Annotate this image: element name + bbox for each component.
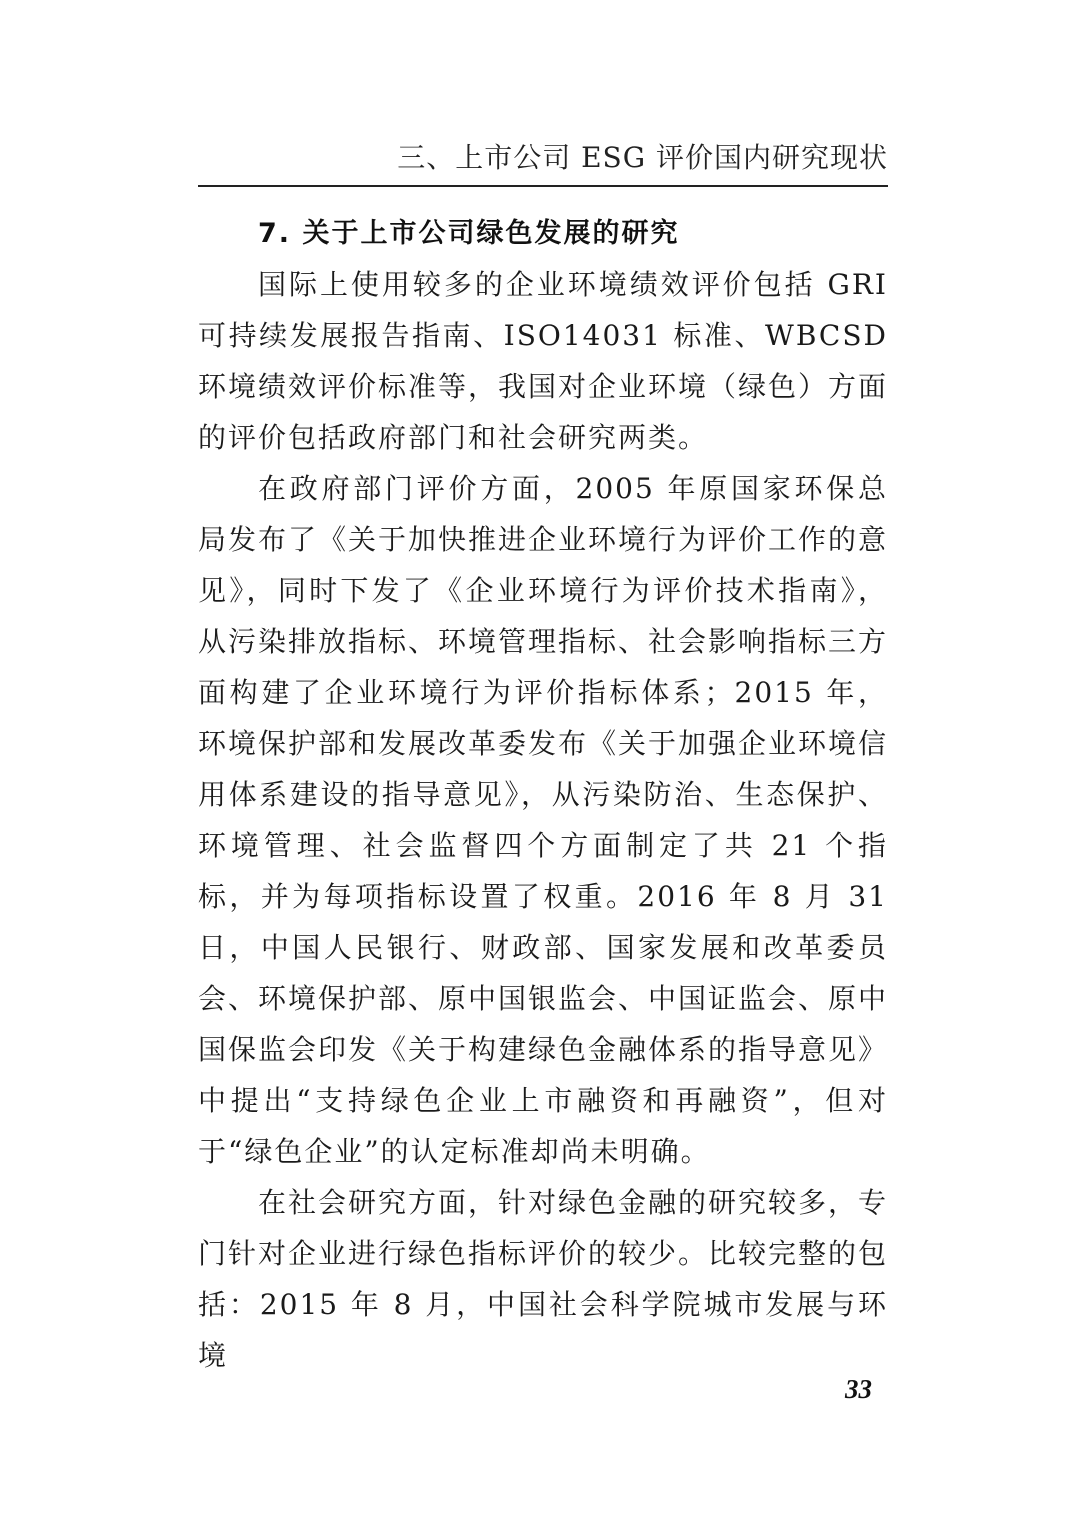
paragraph-social-research: 在社会研究方面，针对绿色金融的研究较多，专门针对企业进行绿色指标评价的较少。比较完整的包括：2015 年 8 月，中国社会科学院城市发展与环境 [198, 1186, 889, 1372]
running-header: 三、上市公司 ESG 评价国内研究现状 [397, 141, 888, 174]
page-body [198, 208, 888, 1381]
page-number: 33 [845, 1374, 872, 1404]
section-heading: 7. 关于上市公司绿色发展的研究 [258, 218, 680, 249]
paragraph-intro: 国际上使用较多的企业环境绩效评价包括 GRI 可持续发展报告指南、ISO14031 标准、WBCSD 环境绩效评价标准等，我国对企业环境（绿色）方面的评价包括政府部门和社会研究两类。 [198, 268, 889, 454]
paragraph-government-evaluation: 在政府部门评价方面，2005 年原国家环保总局发布了《关于加快推进企业环境行为评价工作的意见》，同时下发了《企业环境行为评价技术指南》，从污染排放指标、环境管理指标、社会影响指标三方面构建了企业环境行为评价指标体系；2015 年，环境保护部和发展改革委发布《关于加强企业环境信用体系建设的指导意见》，从污染防治、生态保护、环境管理、社会监督四个方面制定了共 21 个指标，并为每项指标设置了权重。2016 年 8 月 31 日，中国人民银行、财政部、国家发展和改革委员会、环境保护部、原中国银监会、中国证监会、原中国保监会印发《关于构建绿色金融体系的指导意见》中提出“支持绿色企业上市融资和再融资”，但对于“绿色企业”的认定标准却尚未明确。 [198, 472, 889, 1168]
header-divider [198, 185, 888, 187]
